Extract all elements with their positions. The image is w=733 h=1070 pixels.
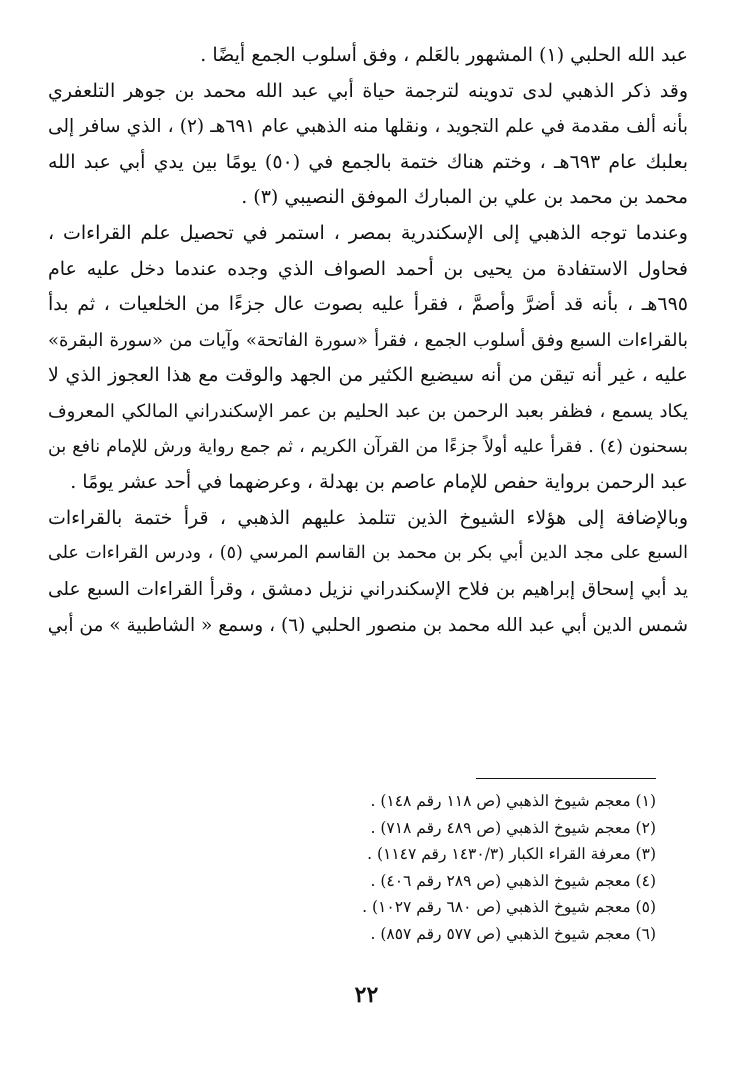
- footnote-item: (٦) معجم شيوخ الذهبي (ص ٥٧٧ رقم ٨٥٧) .: [370, 924, 656, 943]
- body-line: شمس الدين أبي عبد الله محمد بن منصور الحلبي (٦) ، وسمع « الشاطبية » من أبي: [48, 614, 688, 636]
- footnote-item: (٤) معجم شيوخ الذهبي (ص ٢٨٩ رقم ٤٠٦) .: [370, 871, 656, 890]
- body-line: وقد ذكر الذهبي لدى تدوينه لترجمة حياة أبي عبد الله محمد بن جوهر التلعفري: [48, 79, 688, 102]
- body-line: وبالإضافة إلى هؤلاء الشيوخ الذين تتلمذ عليهم الذهبي ، قرأ ختمة بالقراءات: [48, 506, 688, 529]
- body-line: بعلبك عام ٦٩٣هـ ، وختم هناك ختمة بالجمع في (٥٠) يومًا بين يدي أبي عبد الله: [48, 150, 688, 173]
- body-line: عبد الله الحلبي (١) المشهور بالعَلم ، وفق أسلوب الجمع أيضًا .: [200, 44, 688, 66]
- body-line: السبع على مجد الدين أبي بكر بن محمد بن القاسم المرسي (٥) ، ودرس القراءات على: [48, 543, 688, 564]
- footnote-separator: [476, 778, 656, 779]
- body-line: فحاول الاستفادة من يحيى بن أحمد الصواف الذي وجده عندما دخل عليه عام: [48, 257, 688, 280]
- body-line: محمد بن محمد بن علي بن المبارك الموفق النصيبي (٣) .: [241, 186, 688, 209]
- body-line: بالقراءات السبع وفق أسلوب الجمع ، فقرأ «سورة الفاتحة» وآيات من «سورة البقرة»: [48, 329, 688, 351]
- body-line: وعندما توجه الذهبي إلى الإسكندرية بمصر ، استمر في تحصيل علم القراءات ،: [48, 221, 688, 244]
- page-number: ٢٢: [354, 982, 379, 1008]
- body-line: عبد الرحمن برواية حفص للإمام عاصم بن بهدلة ، وعرضهما في أحد عشر يومًا .: [70, 471, 688, 494]
- body-line: ٦٩٥هـ ، بأنه قد أضرَّ وأصمَّ ، فقرأ عليه بصوت عال جزءًا من الخلعيات ، ثم بدأ: [48, 293, 688, 316]
- body-line: يد أبي إسحاق إبراهيم بن فلاح الإسكندراني نزيل دمشق ، وقرأ القراءات السبع على: [48, 578, 688, 600]
- body-line: بأنه ألف مقدمة في علم التجويد ، ونقلها منه الذهبي عام ٦٩١هـ (٢) ، الذي سافر إلى: [48, 116, 688, 138]
- body-text: [48, 38, 688, 643]
- footnote-item: (٥) معجم شيوخ الذهبي (ص ٦٨٠ رقم ١٠٢٧) .: [362, 898, 656, 917]
- footnote-item: (٣) معرفة القراء الكبار (١٤٣٠/٣ رقم ١١٤٧) .: [367, 845, 656, 864]
- footnote-item: (٢) معجم شيوخ الذهبي (ص ٤٨٩ رقم ٧١٨) .: [370, 818, 656, 837]
- body-line: يكاد يسمع ، فظفر بعبد الرحمن بن عبد الحليم بن عمر الإسكندراني المالكي المعروف: [48, 400, 688, 422]
- body-line: بسحنون (٤) . فقرأ عليه أولاً جزءًا من القرآن الكريم ، ثم جمع رواية ورش للإمام نافع بن: [48, 436, 688, 457]
- body-line: عليه ، غير أنه تيقن من أنه سيضيع الكثير من الجهد والوقت مع هذا العجوز الذي لا: [48, 364, 688, 387]
- footnote-item: (١) معجم شيوخ الذهبي (ص ١١٨ رقم ١٤٨) .: [370, 792, 656, 810]
- footnotes: [300, 788, 656, 948]
